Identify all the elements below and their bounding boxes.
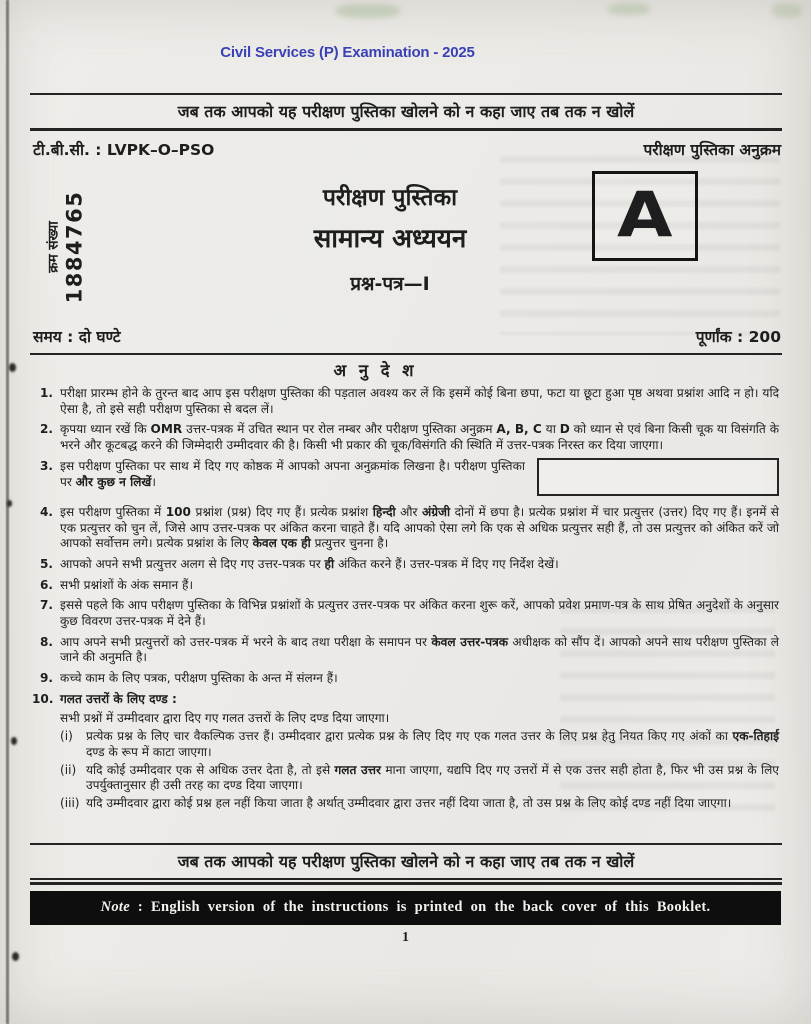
instruction-text: इससे पहले कि आप परीक्षण पुस्तिका के विभिन्न प्रश्नांशों के प्रत्युत्तर उत्तर-पत्रक पर अंकित करना शुरू करें, आपको प्रवेश प्रमाण-पत्र के साथ प्रेषित अनुदेशों के अनुसार कुछ विवरण उत्तर-पत्रक में देने हैं।	[60, 598, 779, 629]
instruction-text: परीक्षा प्रारम्भ होने के तुरन्त बाद आप इस परीक्षण पुस्तिका की पड़ताल अवश्य कर लें कि इसमें कोई बिना छपा, फटा या छूटा हुआ पृष्ठ अथवा प्रश्नांश आदि न हो। यदि ऐसा है, तो इसे सही परीक्षण पुस्तिका से बदल लें।	[60, 386, 779, 416]
top-warning-band	[30, 93, 782, 131]
bottom-thick-rule	[30, 882, 782, 885]
note-bar	[30, 891, 781, 925]
instruction-item	[32, 692, 779, 814]
instruction-body	[60, 505, 779, 552]
instruction-item	[32, 635, 779, 666]
instruction-subheading	[60, 692, 779, 708]
instruction-body	[60, 635, 779, 666]
subitem-number: (i)	[60, 729, 73, 744]
tbc-code: टी.बी.सी. : LVPK–O–PSO	[33, 141, 215, 159]
subitem-body	[86, 763, 779, 794]
instruction-number: 7.	[39, 598, 53, 613]
instruction-body	[60, 671, 779, 687]
subject-title: सामान्य अध्ययन	[313, 224, 467, 254]
instruction-text: एक-तिहाई	[732, 729, 780, 744]
scan-smudge	[336, 4, 400, 18]
instruction-intro: सभी प्रश्नों में उम्मीदवार द्वारा दिए गए गलत उत्तरों के लिए दण्ड दिया जाएगा।	[60, 710, 390, 725]
instruction-text: केवल एक ही	[252, 536, 311, 551]
instruction-text: दण्ड के रूप में काटा जाएगा।	[86, 744, 212, 759]
instruction-body	[60, 598, 779, 629]
max-marks-label: पूर्णांक : 200	[695, 328, 781, 346]
scan-ink-blob	[11, 737, 17, 745]
instruction-text: आप अपने सभी प्रत्युत्तरों को उत्तर-पत्रक में भरने के बाद तथा परीक्षा के समापन पर	[60, 634, 432, 649]
scan-smudge	[772, 3, 802, 18]
booklet-title: परीक्षण पुस्तिका	[322, 185, 458, 211]
note-text: : English version of the instructions is printed on the back cover of this Booklet.	[130, 899, 711, 915]
instruction-body	[60, 557, 779, 573]
instruction-number: 9.	[39, 671, 53, 686]
instruction-text: प्रत्येक प्रश्न के लिए चार वैकल्पिक उत्तर हैं। उम्मीदवार द्वारा प्रत्येक प्रश्न के लिए दिए गए एक गलत उत्तर के लिए प्रश्न हेतु नियत किए गए अंकों का	[86, 729, 733, 744]
instruction-text: A, B, C	[496, 422, 542, 437]
instruction-text: माना जाएगा, यद्यपि दिए गए उत्तरों में से एक उत्तर सही होता है, फिर भी उस प्रश्न के लिए उपर्युक्तानुसार ही उसी तरह का दण्ड दिया जाएगा।	[86, 762, 779, 793]
instruction-text: दोनों में छपा है। प्रत्येक प्रश्नांश में चार प्रत्युत्तर (उत्तर) दिए गए हैं। इनमें से एक प्रत्युत्तर को चुन लें, जिसे आप उत्तर-पत्रक पर अंकित करना चाहते हैं। यदि आपको ऐसा लगे कि एक से अधिक प्रत्युत्तर सही हैं, तो उस प्रत्युत्तर को अंकित करें जो आपको सर्वोत्तम लगे। प्रत्येक प्रश्नांश के लिए	[60, 504, 779, 551]
instruction-subitem	[60, 729, 779, 760]
instruction-item	[32, 578, 779, 594]
instruction-text: इस परीक्षण पुस्तिका में	[60, 504, 166, 519]
page-number: 1	[402, 930, 409, 945]
instruction-item	[32, 598, 779, 629]
instruction-number: 6.	[39, 577, 53, 592]
serial-number-block	[46, 185, 106, 310]
scan-edge-line	[6, 0, 9, 1024]
instruction-number: 2.	[39, 422, 53, 437]
exam-title: Civil Services (P) Examination - 2025	[220, 44, 475, 61]
instruction-item	[32, 386, 779, 417]
note-label: Note	[100, 899, 130, 915]
instruction-text: कृपया ध्यान रखें कि	[60, 422, 151, 437]
instruction-text: इस परीक्षण पुस्तिका पर साथ में दिए गए कोष्ठक में आपको अपना अनुक्रमांक लिखना है। परीक्षण पुस्तिका पर	[60, 458, 525, 489]
instructions-heading: अ नु दे श	[333, 361, 414, 380]
instruction-number: 8.	[39, 634, 53, 649]
series-order-label: परीक्षण पुस्तिका अनुक्रम	[643, 141, 781, 159]
instruction-item	[32, 459, 779, 500]
instruction-subitem	[60, 763, 779, 794]
serial-number-label: क्रम संख्या	[45, 221, 62, 273]
instruction-text: प्रत्युत्तर चुनना है।	[310, 536, 389, 551]
instruction-body	[60, 578, 779, 594]
subitem-body	[86, 796, 779, 812]
instruction-text: केवल उत्तर-पत्रक	[431, 634, 509, 649]
instruction-text: D	[559, 422, 570, 437]
instruction-number: 1.	[39, 386, 53, 400]
paper-number: प्रश्न-पत्र—I	[350, 273, 430, 295]
bottom-warning-band	[30, 843, 782, 880]
instruction-number: 3.	[39, 458, 53, 473]
instruction-subitem	[60, 796, 779, 812]
instruction-body	[60, 692, 779, 814]
instruction-number: 5.	[39, 556, 53, 571]
instruction-number: 10.	[32, 691, 54, 706]
instruction-text: गलत उत्तरों के लिए दण्ड :	[60, 691, 177, 706]
instruction-body	[60, 422, 779, 453]
instruction-number: 4.	[39, 504, 53, 519]
instruction-item	[32, 557, 779, 573]
series-letter: A	[617, 179, 673, 253]
time-marks-row	[33, 325, 781, 347]
top-warning-text: जब तक आपको यह परीक्षण पुस्तिका खोलने को न कहा जाए तब तक न खोलें	[177, 102, 635, 121]
subitem-number: (iii)	[60, 796, 80, 811]
instruction-body	[60, 459, 779, 500]
divider-rule	[30, 353, 782, 355]
instruction-text: OMR	[150, 422, 183, 437]
subitem-body	[86, 729, 779, 760]
instruction-text: प्रश्नांश (प्रश्न) दिए गए हैं। प्रत्येक प्रश्नांश	[190, 504, 373, 519]
instruction-text: अंग्रेजी	[421, 504, 451, 519]
instruction-text: उत्तर-पत्रक में उचित स्थान पर रोल नम्बर और परीक्षण पुस्तिका अनुक्रम	[182, 422, 497, 437]
instructions-list	[32, 386, 779, 819]
instruction-text: यदि उम्मीदवार द्वारा कोई प्रश्न हल नहीं किया जाता है अर्थात् उम्मीदवार द्वारा उत्तर नहीं दिया जाता है, तो उस प्रश्न के लिए कोई दण्ड नहीं दिया जाएगा।	[86, 796, 732, 811]
serial-number-value: 1884765	[62, 190, 87, 304]
time-allowed-label: समय : दो घण्टे	[33, 328, 121, 346]
instruction-text: ।	[151, 474, 156, 489]
booklet-code-row	[33, 138, 781, 160]
instruction-text: ही	[324, 556, 335, 571]
instruction-text: यदि कोई उम्मीदवार एक से अधिक उत्तर देता है, तो इसे	[86, 762, 335, 777]
instruction-body	[60, 386, 779, 417]
instruction-text: 100	[165, 504, 191, 519]
instruction-text: हिन्दी	[372, 504, 396, 519]
instruction-text: को ध्यान से एवं बिना किसी चूक या विसंगति के भरने और कूटबद्ध करने की जिम्मेदारी उम्मीदवार की है। किसी भी प्रकार की चूक/विसंगति की स्थिति में उत्तर-पत्रक निरस्त कर दिया जाएगा।	[60, 422, 779, 453]
instruction-text: और कुछ न लिखें	[75, 474, 152, 489]
bottom-warning-text: जब तक आपको यह परीक्षण पुस्तिका खोलने को न कहा जाए तब तक न खोलें	[177, 852, 635, 871]
instruction-text: आपको अपने सभी प्रत्युत्तर अलग से दिए गए उत्तर-पत्रक पर	[60, 556, 325, 571]
instruction-item	[32, 505, 779, 552]
center-title-block	[240, 183, 540, 296]
scan-ink-blob	[12, 952, 19, 961]
instruction-item	[32, 671, 779, 687]
instruction-item	[32, 422, 779, 453]
scan-smudge	[608, 3, 650, 15]
subitem-number: (ii)	[60, 762, 77, 777]
scan-ink-blob	[7, 500, 12, 507]
series-letter-box	[592, 171, 698, 261]
instruction-text: कच्चे काम के लिए पत्रक, परीक्षण पुस्तिका के अन्त में संलग्न हैं।	[60, 671, 338, 686]
instruction-text: सभी प्रश्नांशों के अंक समान हैं।	[60, 577, 194, 592]
instruction-text: अधीक्षक को सौंप दें। आपको अपने साथ परीक्षण पुस्तिका ले जाने की अनुमति है।	[60, 634, 780, 665]
instruction-text: अंकित करने हैं। उत्तर-पत्रक में दिए गए निर्देश देखें।	[334, 556, 559, 571]
instruction-text: या	[541, 422, 560, 437]
instruction-text: गलत उत्तर	[334, 762, 381, 777]
candidate-roll-number-box	[537, 458, 779, 496]
instruction-text: और	[395, 504, 422, 519]
